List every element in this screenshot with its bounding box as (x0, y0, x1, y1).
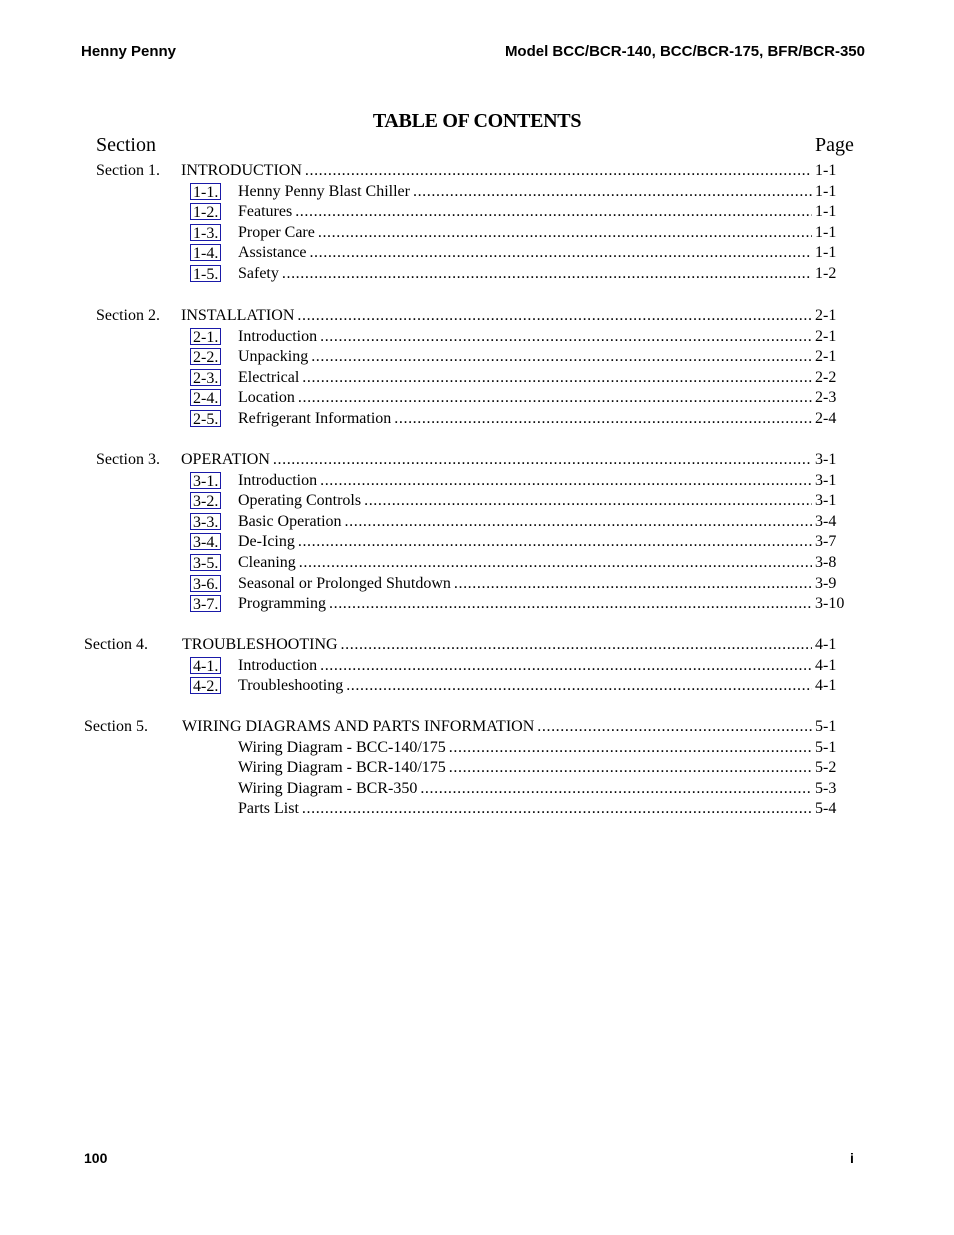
dot-leader (320, 471, 812, 491)
toc-item-link-number[interactable]: 2-5. (190, 410, 221, 427)
dot-leader (302, 799, 812, 819)
toc-item-entry[interactable] (238, 779, 837, 799)
toc-item-link-number[interactable]: 1-1. (190, 183, 221, 200)
dot-leader (320, 656, 812, 676)
toc-item-title: Introduction (238, 656, 318, 674)
toc-item-page: 2-4 (815, 410, 837, 427)
toc-item-page: 2-1 (815, 348, 837, 366)
dot-leader (318, 223, 812, 243)
section-heading-page: 2-1 (815, 307, 837, 324)
dot-leader (341, 635, 812, 655)
toc-item-title: De-Icing (238, 533, 295, 551)
toc-item-row (0, 243, 954, 263)
section-heading-title: INSTALLATION (181, 307, 295, 324)
toc-item-page: 1-2 (815, 265, 837, 282)
toc-item-page: 3-8 (815, 554, 837, 571)
footer-left: 100 (84, 1150, 108, 1166)
section-heading-title: OPERATION (181, 451, 270, 468)
toc-item-entry[interactable] (238, 409, 837, 429)
toc-item-link-number[interactable]: 1-4. (190, 244, 221, 261)
toc-item-page: 3-7 (815, 533, 837, 551)
toc-item-row (0, 594, 954, 614)
toc-item-entry[interactable] (238, 223, 837, 243)
toc-item-title: Features (238, 203, 293, 221)
dot-leader (282, 264, 812, 284)
toc-item-title: Safety (238, 265, 279, 282)
toc-item-link-number[interactable]: 3-7. (190, 595, 221, 612)
toc-item-title: Operating Controls (238, 492, 362, 510)
toc-item-page: 4-1 (815, 656, 837, 674)
toc-item-row (0, 512, 954, 532)
dot-leader (297, 306, 812, 326)
toc-item-row (0, 574, 954, 594)
dot-leader (345, 512, 812, 532)
toc-item-row (0, 223, 954, 243)
toc-item-title: Cleaning (238, 554, 296, 571)
toc-item-link-number[interactable]: 1-3. (190, 224, 221, 241)
toc-item-entry[interactable] (238, 553, 837, 573)
section-heading-page: 1-1 (815, 162, 837, 179)
section-heading-title: INTRODUCTION (181, 162, 302, 179)
header-model: Model BCC/BCR-140, BCC/BCR-175, BFR/BCR-350 (504, 43, 865, 60)
toc-item-title: Wiring Diagram - BCR-140/175 (238, 759, 446, 777)
toc-item-title: Wiring Diagram - BCR-350 (238, 779, 418, 797)
dot-leader (346, 676, 812, 696)
footer-page-number: i (850, 1150, 854, 1166)
toc-item-row (0, 264, 954, 284)
toc-item-entry[interactable] (238, 799, 837, 819)
toc-item-entry[interactable] (238, 327, 837, 347)
toc-item-row (0, 491, 954, 511)
toc-item-row (0, 676, 954, 696)
toc-item-entry[interactable] (238, 202, 837, 222)
section-row (0, 717, 954, 737)
dot-leader (420, 779, 812, 799)
dot-leader (454, 574, 812, 594)
dot-leader (311, 347, 812, 367)
toc-item-entry[interactable] (238, 738, 837, 758)
dot-leader (449, 738, 812, 758)
toc-item-entry[interactable] (238, 471, 837, 491)
section-heading-entry[interactable] (182, 717, 837, 737)
toc-item-entry[interactable] (238, 491, 837, 511)
toc-item-link-number[interactable]: 3-1. (190, 472, 221, 489)
section-row (0, 635, 954, 655)
toc-item-row (0, 656, 954, 676)
toc-item-link-number[interactable]: 3-3. (190, 513, 221, 530)
toc-item-link-number[interactable]: 3-6. (190, 575, 221, 592)
dot-leader (298, 532, 812, 552)
toc-item-link-number[interactable]: 2-4. (190, 389, 221, 406)
dot-leader (273, 450, 812, 470)
toc-item-page: 5-4 (815, 800, 837, 818)
toc-item-title: Henny Penny Blast Chiller (238, 182, 410, 200)
toc-item-title: Refrigerant Information (238, 410, 392, 427)
toc-item-row (0, 327, 954, 347)
toc-item-link-number[interactable]: 2-1. (190, 328, 221, 345)
toc-item-link-number[interactable]: 2-3. (190, 369, 221, 386)
toc-item-entry[interactable] (238, 594, 845, 614)
section-label: Section 4. (84, 636, 148, 653)
toc-item-page: 3-1 (815, 471, 837, 489)
toc-item-link-number[interactable]: 4-1. (190, 657, 221, 674)
toc-item-title: Troubleshooting (238, 677, 344, 695)
toc-item-page: 2-1 (815, 327, 837, 345)
toc-item-row (0, 368, 954, 388)
toc-item-row (0, 532, 954, 552)
section-heading-title: TROUBLESHOOTING (182, 636, 338, 653)
toc-item-row (0, 779, 954, 799)
toc-item-entry[interactable] (238, 676, 837, 696)
toc-item-title: Assistance (238, 244, 307, 262)
dot-leader (305, 161, 812, 181)
section-label: Section 2. (96, 307, 160, 324)
toc-item-row (0, 182, 954, 202)
section-label: Section 1. (96, 162, 160, 179)
toc-item-entry[interactable] (238, 574, 837, 594)
toc-item-page: 1-1 (815, 203, 837, 221)
dot-leader (364, 491, 812, 511)
toc-item-page: 5-2 (815, 759, 837, 777)
toc-item-entry[interactable] (238, 532, 837, 552)
toc-item-title: Parts List (238, 800, 299, 818)
section-heading-title: WIRING DIAGRAMS AND PARTS INFORMATION (182, 718, 535, 735)
toc-item-title: Wiring Diagram - BCC-140/175 (238, 738, 446, 756)
dot-leader (537, 717, 812, 737)
column-header-page: Page (815, 134, 854, 156)
dot-leader (394, 409, 812, 429)
toc-item-link-number[interactable]: 2-2. (190, 348, 221, 365)
section-heading-page: 5-1 (815, 718, 837, 735)
toc-item-link-number[interactable]: 1-2. (190, 203, 221, 220)
section-heading-page: 3-1 (815, 451, 837, 468)
toc-item-page: 3-10 (815, 595, 845, 613)
toc-item-row (0, 738, 954, 758)
section-heading-page: 4-1 (815, 636, 837, 653)
toc-item-page: 3-1 (815, 492, 837, 510)
toc-item-entry[interactable] (238, 656, 837, 676)
toc-item-link-number[interactable]: 3-5. (190, 554, 221, 571)
toc-item-title: Basic Operation (238, 512, 342, 530)
section-row (0, 306, 954, 326)
toc-item-page: 3-9 (815, 574, 837, 592)
dot-leader (449, 758, 812, 778)
toc-item-row (0, 409, 954, 429)
toc-item-row (0, 471, 954, 491)
toc-item-title: Proper Care (238, 223, 315, 241)
toc-item-entry[interactable] (238, 347, 837, 367)
toc-item-page: 5-3 (815, 779, 837, 797)
toc-item-row (0, 758, 954, 778)
toc-item-entry[interactable] (238, 368, 837, 388)
toc-item-entry[interactable] (238, 512, 837, 532)
toc-item-title: Seasonal or Prolonged Shutdown (238, 574, 451, 592)
toc-item-page: 1-1 (815, 244, 837, 262)
column-header-section: Section (96, 134, 156, 156)
section-heading-entry[interactable] (181, 161, 837, 181)
toc-item-entry[interactable] (238, 264, 837, 284)
toc-item-title: Introduction (238, 471, 318, 489)
toc-item-title: Electrical (238, 368, 300, 386)
toc-item-page: 2-2 (815, 368, 837, 386)
toc-item-entry[interactable] (238, 388, 837, 408)
dot-leader (320, 327, 812, 347)
section-heading-entry[interactable] (181, 306, 837, 326)
toc-item-row (0, 347, 954, 367)
dot-leader (298, 388, 812, 408)
toc-item-page: 4-1 (815, 677, 837, 695)
section-row (0, 161, 954, 181)
toc-item-title: Unpacking (238, 348, 309, 366)
section-label: Section 5. (84, 718, 148, 735)
section-label: Section 3. (96, 451, 160, 468)
toc-item-page: 1-1 (815, 223, 837, 241)
toc-item-page: 2-3 (815, 389, 837, 407)
toc-item-title: Location (238, 389, 295, 407)
toc-item-title: Introduction (238, 327, 318, 345)
dot-leader (329, 594, 812, 614)
header-company: Henny Penny (81, 43, 177, 60)
toc-item-title: Programming (238, 595, 326, 613)
toc-item-row (0, 553, 954, 573)
section-heading-entry[interactable] (181, 450, 837, 470)
toc-item-page: 3-4 (815, 512, 837, 530)
section-row (0, 450, 954, 470)
toc-item-entry[interactable] (238, 182, 837, 202)
toc-item-row (0, 202, 954, 222)
toc-item-link-number[interactable]: 4-2. (190, 677, 221, 694)
toc-item-entry[interactable] (238, 243, 837, 263)
dot-leader (309, 243, 812, 263)
page-title: TABLE OF CONTENTS (372, 110, 582, 132)
section-heading-entry[interactable] (182, 635, 837, 655)
toc-item-link-number[interactable]: 1-5. (190, 265, 221, 282)
dot-leader (295, 202, 812, 222)
toc-item-link-number[interactable]: 3-4. (190, 533, 221, 550)
toc-item-link-number[interactable]: 3-2. (190, 492, 221, 509)
dot-leader (299, 553, 812, 573)
toc-item-row (0, 799, 954, 819)
toc-item-row (0, 388, 954, 408)
toc-item-page: 1-1 (815, 182, 837, 200)
dot-leader (413, 182, 812, 202)
toc-item-page: 5-1 (815, 738, 837, 756)
toc-item-entry[interactable] (238, 758, 837, 778)
dot-leader (302, 368, 812, 388)
